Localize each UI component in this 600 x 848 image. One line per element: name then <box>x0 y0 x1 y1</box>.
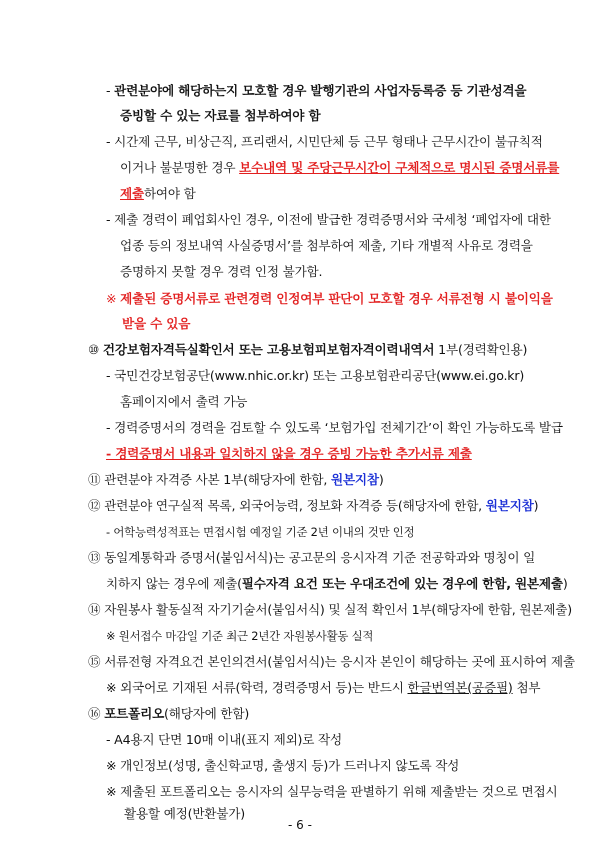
text-line: ⑭ 자원봉사 활동실적 자기기술서(붙임서식) 및 실적 확인서 1부(해당자에 한함, 원본제출) <box>88 602 572 617</box>
text-line: - 관련분야에 해당하는지 모호할 경우 발행기관의 사업자등록증 등 기관성격을 <box>106 83 527 98</box>
text-line: - 어학능력성적표는 면접시험 예정일 기준 2년 이내의 것만 인정 <box>106 525 415 539</box>
text-line: 증명하지 못할 경우 경력 인정 불가함. <box>120 264 323 279</box>
text-line: 치하지 않는 경우에 제출(필수자격 요건 또는 우대조건에 있는 경우에 한함, 원본제출) <box>106 576 568 591</box>
text-line: ※ 제출된 포트폴리오는 응시자의 실무능력을 판별하기 위해 제출받는 것으로 면접시 <box>106 784 558 799</box>
text-line: 활용할 예정(반환불가) <box>124 806 245 821</box>
text-line: ⑯ 포트폴리오(해당자에 한함) <box>88 706 250 721</box>
text-line: - A4용지 단면 10매 이내(표지 제외)로 작성 <box>106 732 342 747</box>
text-line: 업종 등의 정보내역 사실증명서’를 첨부하여 제출, 기타 개별적 사유로 경력을 <box>120 238 533 253</box>
text-line: ⑫ 관련분야 연구실적 목록, 외국어능력, 정보화 자격증 등(해당자에 한함, 원본지참) <box>88 498 539 513</box>
text-line: - 경력증명서 내용과 일치하지 않을 경우 증빙 가능한 추가서류 제출 <box>106 446 472 461</box>
text-line: 제출하여야 함 <box>120 186 196 201</box>
text-line: ⑬ 동일계통학과 증명서(붙임서식)는 공고문의 응시자격 기준 전공학과와 명칭이 일 <box>88 550 536 565</box>
text-line: ※ 원서접수 마감일 기준 최근 2년간 자원봉사활동 실적 <box>106 629 374 643</box>
text-line: ※ 제출된 증명서류로 관련경력 인정여부 판단이 모호할 경우 서류전형 시 불이익을 <box>106 291 553 306</box>
text-line: - 국민건강보험공단(www.nhic.or.kr) 또는 고용보험관리공단(www.ei.go.kr) <box>106 368 525 383</box>
text-line: - 경력증명서의 경력을 검토할 수 있도록 ‘보험가입 전체기간’이 확인 가능하도록 발급 <box>106 420 563 435</box>
text-line: ⑩ 건강보험자격득실확인서 또는 고용보험피보험자격이력내역서 1부(경력확인용) <box>88 342 528 357</box>
text-line: ※ 개인정보(성명, 출신학교명, 출생지 등)가 드러나지 않도록 작성 <box>106 758 460 773</box>
text-line: ⑪ 관련분야 자격증 사본 1부(해당자에 한함, 원본지참) <box>88 472 384 487</box>
text-line: ※ 외국어로 기재된 서류(학력, 경력증명서 등)는 반드시 한글번역본(공증필) 첨부 <box>106 680 541 695</box>
text-line: 이거나 불분명한 경우 보수내역 및 주당근무시간이 구체적으로 명시된 증명서류를 <box>120 160 560 175</box>
text-line: 홈페이지에서 출력 가능 <box>120 394 248 409</box>
text-line: ⑮ 서류전형 자격요건 본인의견서(붙임서식)는 응시자 본인이 해당하는 곳에 표시하여 제출 <box>88 654 575 669</box>
page-number: - 6 - <box>288 818 312 832</box>
text-line: - 시간제 근무, 비상근직, 프리랜서, 시민단체 등 근무 형태나 근무시간이 불규칙적 <box>106 134 543 149</box>
text-line: 증빙할 수 있는 자료를 첨부하여야 함 <box>120 108 321 123</box>
text-line: 받을 수 있음 <box>122 316 191 331</box>
text-line: - 제출 경력이 폐업회사인 경우, 이전에 발급한 경력증명서와 국세청 ‘폐업자에 대한 <box>106 212 551 227</box>
